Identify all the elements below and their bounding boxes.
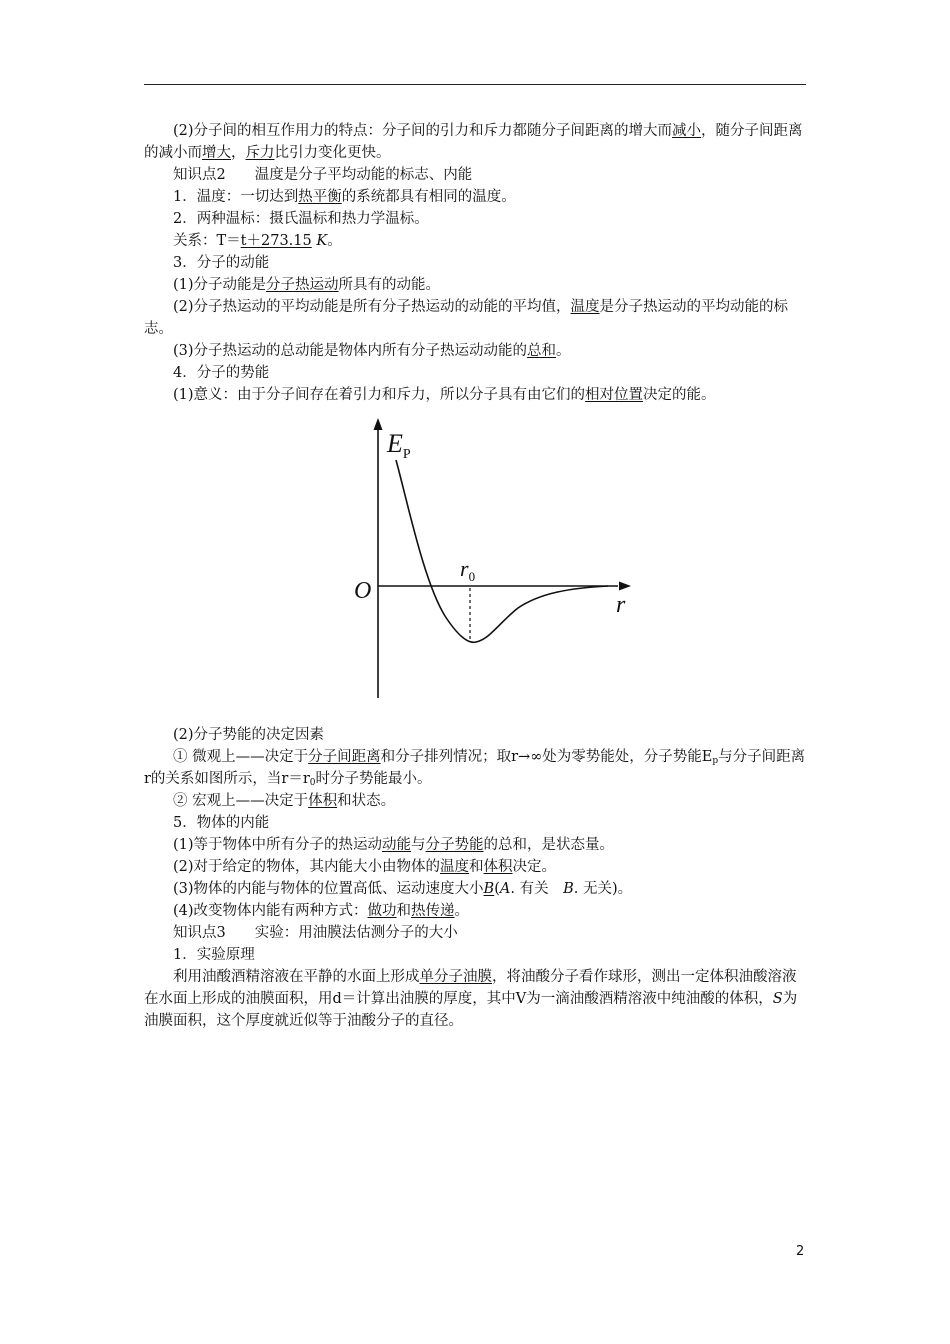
paragraph-kinetic-3: (3)分子热运动的总动能是物体内所有分子热运动动能的总和。 — [173, 343, 571, 359]
paragraph-internal-3: (3)物体的内能与物体的位置高低、运动速度大小B(A. 有关 B. 无关)。 — [173, 881, 633, 897]
section-heading-2: 知识点2 温度是分子平均动能的标志、内能 — [173, 167, 473, 183]
paragraph-internal-2: (2)对于给定的物体，其内能大小由物体的温度和体积决定。 — [173, 859, 557, 875]
blank-answer: 体积 — [483, 859, 513, 875]
paragraph-internal-4: (4)改变物体内能有两种方式：做功和热传递。 — [173, 903, 470, 919]
y-axis-arrow — [374, 418, 383, 430]
blank-answer: 增大 — [202, 145, 231, 161]
blank-answer: t＋273.15 — [240, 233, 312, 249]
blank-answer: 体积 — [308, 793, 338, 809]
page-number: 2 — [796, 1244, 805, 1259]
paragraph-kinetic-1: (1)分子动能是分子热运动所具有的动能。 — [173, 277, 441, 293]
paragraph-potential-factors: (2)分子势能的决定因素 — [173, 727, 325, 743]
potential-energy-figure — [144, 406, 806, 722]
blank-answer: 单分子油膜 — [419, 969, 492, 985]
paragraph-macroscopic: ② 宏观上——决定于体积和状态。 — [173, 793, 396, 809]
blank-answer: 温度 — [440, 859, 470, 875]
blank-answer: 总和 — [527, 343, 557, 359]
blank-answer: 动能 — [382, 837, 412, 853]
subheading-internal-energy: 5．物体的内能 — [173, 815, 270, 831]
ep-r-graph — [350, 412, 626, 712]
subheading-potential-energy: 4．分子的势能 — [173, 365, 270, 381]
paragraph-principle: 利用油酸酒精溶液在平静的水面上形成单分子油膜，将油酸分子看作球形，测出一定体积油酸溶液在水面上形成的油膜面积，用d＝计算出油膜的厚度，其中V为一滴油酸酒精溶液中纯油酸的体积，S为油膜面积，这个厚度就近似等于油酸分子的直径。 — [144, 969, 798, 1029]
header-rule — [144, 84, 806, 85]
blank-answer: 做功 — [367, 903, 397, 919]
potential-curve — [396, 460, 608, 642]
blank-answer: 分子间距离 — [308, 749, 381, 765]
paragraph-internal-1: (1)等于物体中所有分子的热运动动能与分子势能的总和，是状态量。 — [173, 837, 615, 853]
blank-answer: 热传递 — [411, 903, 455, 919]
x-axis-arrow — [619, 582, 631, 591]
blank-answer: 相对位置 — [585, 387, 644, 403]
x-axis-label: r — [616, 592, 626, 618]
blank-answer: 减小 — [672, 123, 702, 139]
origin-label: O — [354, 578, 372, 604]
blank-answer: 温度 — [570, 299, 600, 315]
blank-answer: 热平衡 — [298, 189, 342, 205]
paragraph-microscopic: ① 微观上——决定于分子间距离和分子排列情况；取r→∞处为零势能处，分子势能$E_p$与分子间距离r的关系如图所示，当$r=r_0$时分子势能最小。 — [144, 749, 806, 788]
subheading-principle: 1．实验原理 — [173, 947, 255, 963]
paragraph-relation: 关系：T＝t＋273.15 K。 — [173, 233, 342, 249]
paragraph-force-characteristics: (2)分子间的相互作用力的特点：分子间的引力和斥力都随分子间距离的增大而减小，随分子间距离的减小而增大，斥力比引力变化更快。 — [144, 123, 803, 161]
r0-label: $r_0$ — [460, 556, 476, 584]
document-body — [144, 120, 806, 1032]
blank-answer: B — [483, 881, 495, 897]
paragraph-kinetic-2: (2)分子热运动的平均动能是所有分子热运动的动能的平均值，温度是分子热运动的平均动能的标志。 — [144, 299, 789, 337]
y-axis-label: $E_P$ — [387, 429, 411, 462]
subheading-kinetic-energy: 3．分子的动能 — [173, 255, 270, 271]
blank-answer: 分子势能 — [425, 837, 484, 853]
section-heading-3: 知识点3 实验：用油膜法估测分子的大小 — [173, 925, 458, 941]
blank-answer: 分子热运动 — [266, 277, 339, 293]
paragraph-potential-meaning: (1)意义：由于分子间存在着引力和斥力，所以分子具有由它们的相对位置决定的能。 — [173, 387, 716, 403]
blank-answer: 斥力 — [245, 145, 275, 161]
paragraph-temperature-scales: 2．两种温标：摄氏温标和热力学温标。 — [173, 211, 429, 227]
paragraph-temperature: 1．温度：一切达到热平衡的系统都具有相同的温度。 — [173, 189, 516, 205]
